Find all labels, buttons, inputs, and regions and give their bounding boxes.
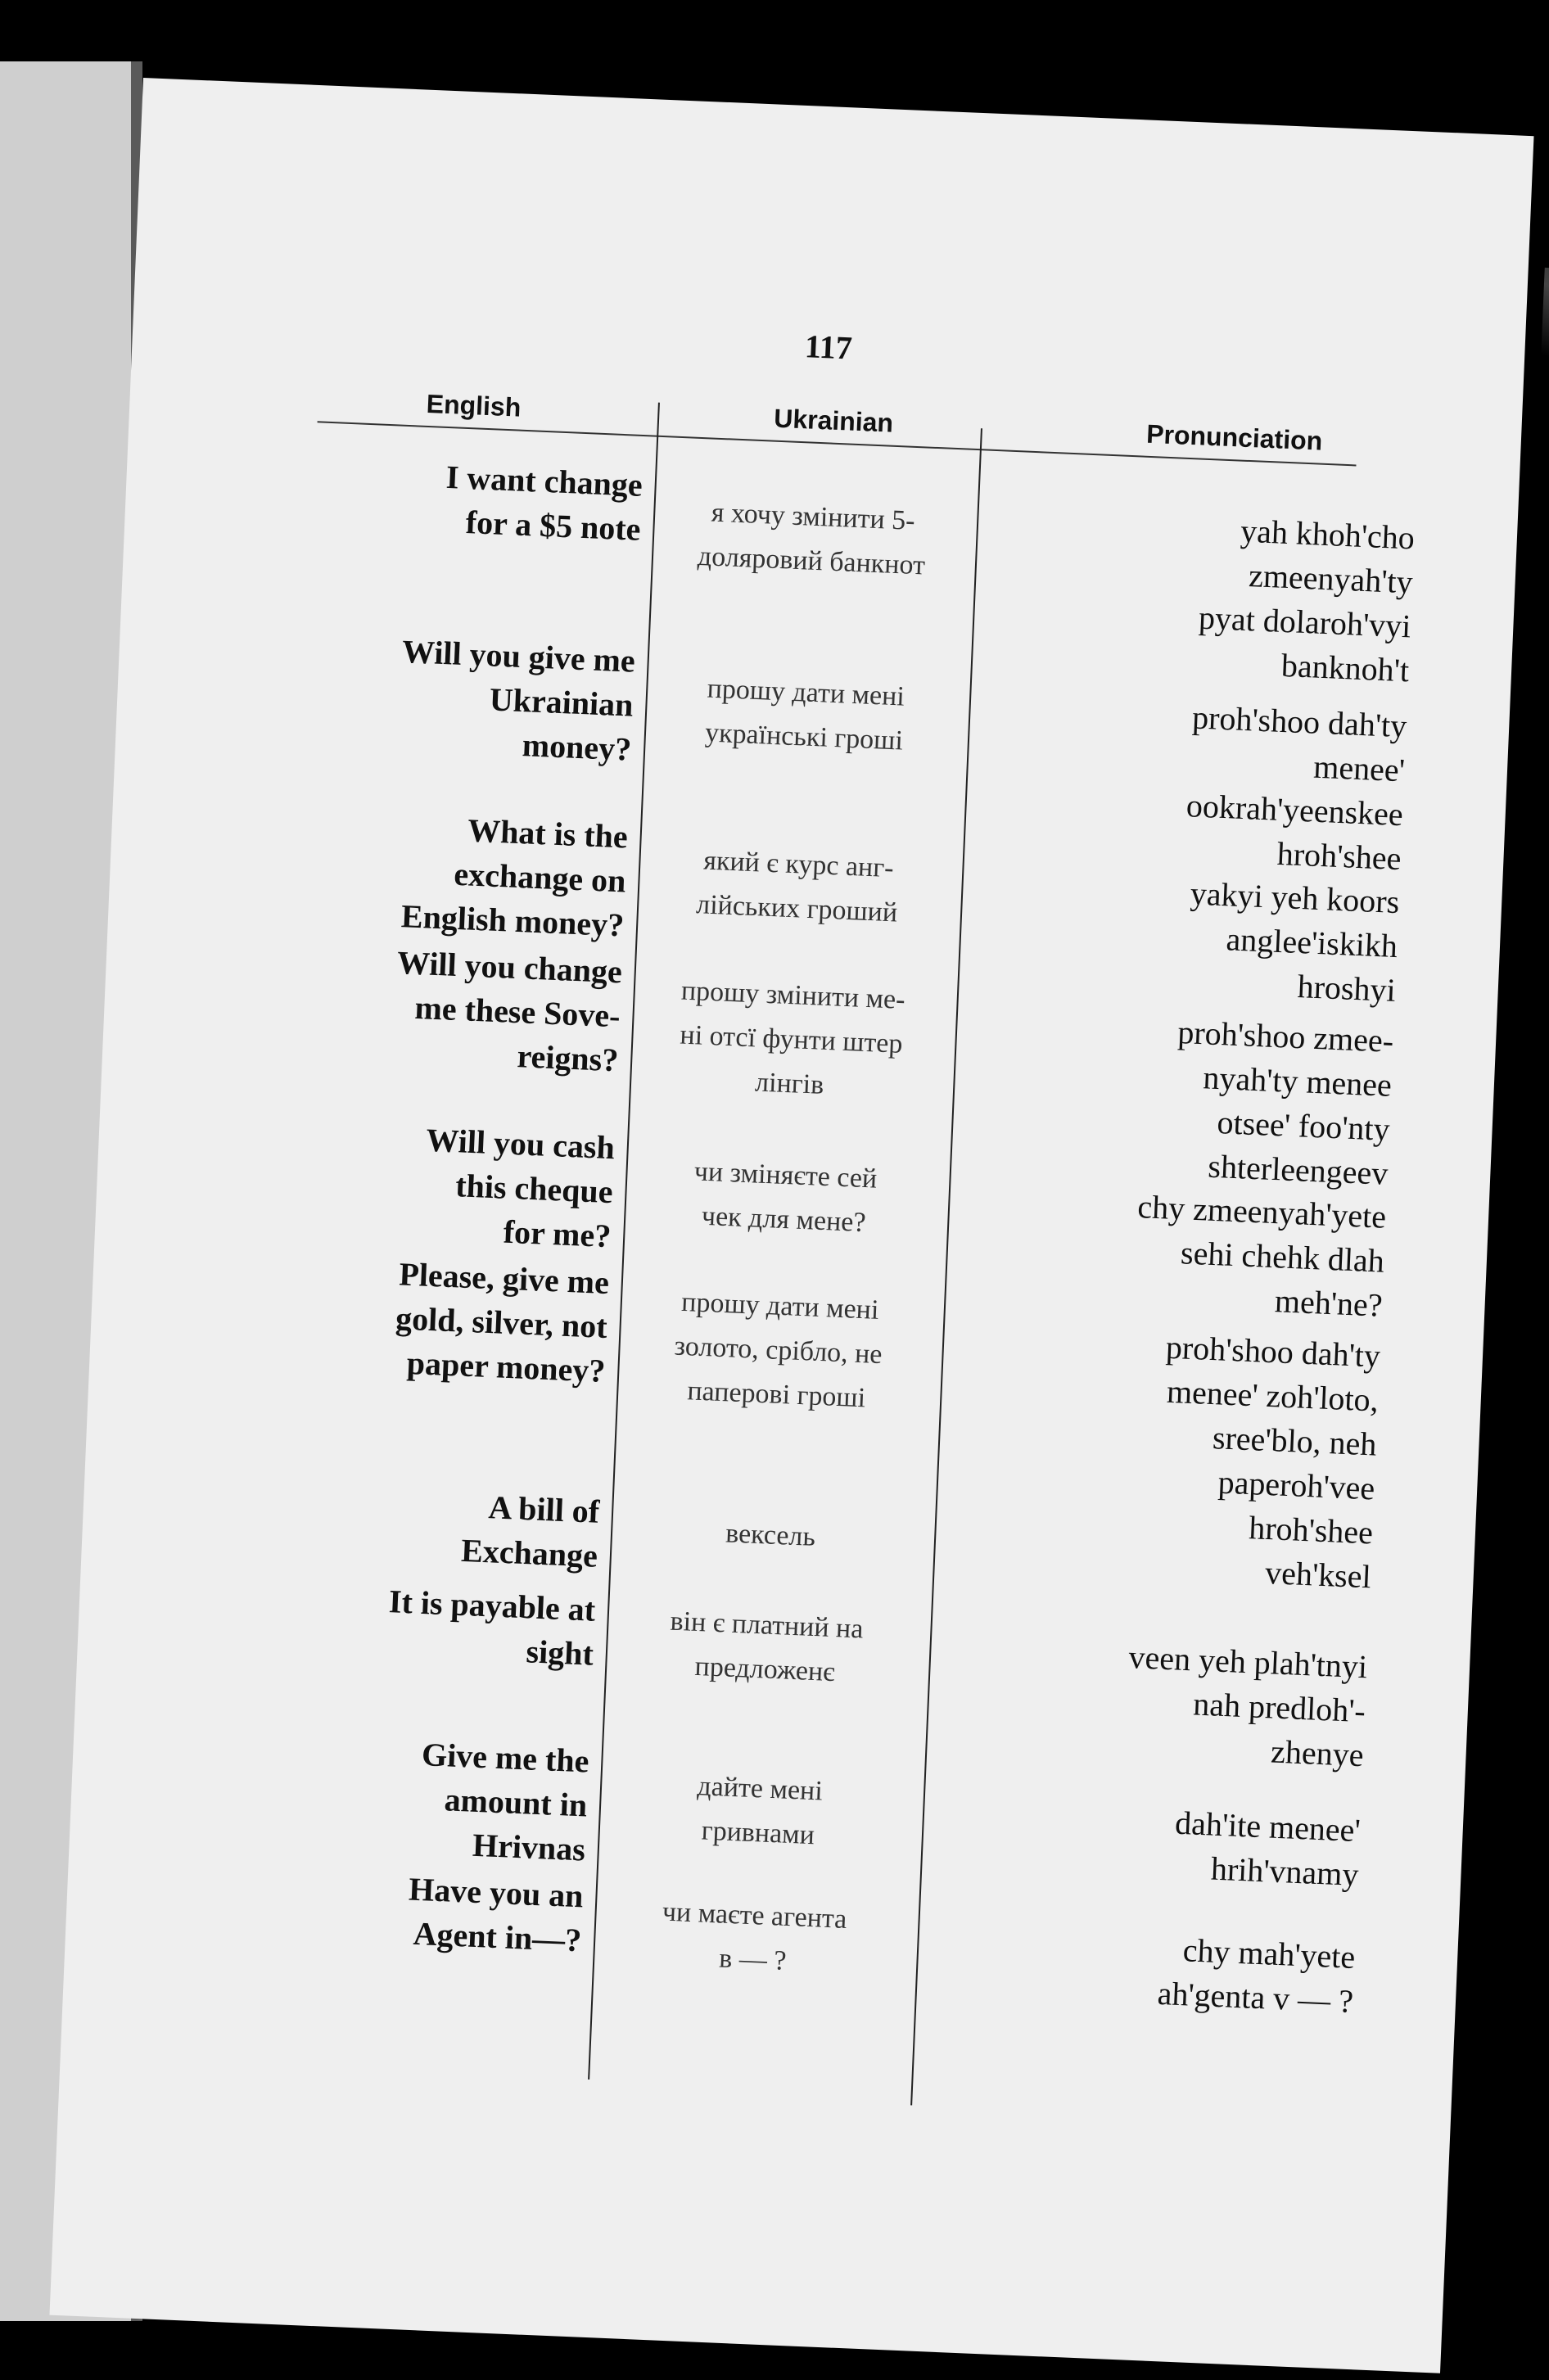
row-5-english: Will you cash this cheque for me? <box>425 1121 616 1255</box>
row-2-pronunciation: proh'shoo dah'ty menee' ookrah'yeenskee hroh'shee <box>1185 698 1408 878</box>
row-3-english: What is the exchange on English money? <box>400 811 629 944</box>
header-pronunciation: Pronunciation <box>1145 418 1323 456</box>
row-10-english: Have you an Agent in—? <box>408 1870 585 1959</box>
row-3-pronunciation: yakyi yeh koors anglee'iskikh hroshyi <box>1189 874 1401 1009</box>
row-4-english: Will you change me these Sove- reigns? <box>396 943 623 1079</box>
row-8-ukrainian: він є платний на предложенє <box>669 1605 865 1688</box>
header-ukrainian: Ukrainian <box>773 403 894 438</box>
row-4-ukrainian: прошу змінити ме- ні отсї фунти штер лінгів <box>679 975 906 1100</box>
row-9-english: Give me the amount in Hrivnas <box>421 1736 590 1868</box>
book-page <box>49 78 1533 2373</box>
row-3-ukrainian: який є курс анг- лійських гроший <box>695 845 898 928</box>
row-4-pronunciation: proh'shoo zmee- nyah'ty menee otsee' foo'nty shterleengeev <box>1176 1013 1395 1192</box>
row-10-ukrainian: чи маєте агента в — ? <box>662 1896 848 1976</box>
row-9-pronunciation: dah'ite menee' hrih'vnamy <box>1174 1804 1362 1894</box>
page-number: 117 <box>804 327 853 367</box>
row-6-ukrainian: прошу дати мені золото, срібло, не паперові гроші <box>673 1286 883 1414</box>
row-1-english: I want change for a $5 note <box>445 458 644 548</box>
row-8-english: It is payable at sight <box>388 1583 597 1673</box>
row-6-pronunciation: proh'shoo dah'ty menee' zoh'loto, sree'blo, neh paperoh'vee hroh'shee <box>1165 1328 1381 1551</box>
row-1-pronunciation: yah khoh'cho zmeenyah'ty pyat dolaroh'vyi banknoh't <box>1198 512 1416 689</box>
header-english: English <box>426 388 522 422</box>
row-2-english: Will you give me Ukrainian money? <box>401 632 636 768</box>
row-10-pronunciation: chy mah'yete ah'genta v — ? <box>1156 1931 1357 2020</box>
row-6-english: Please, give me gold, silver, not paper money? <box>395 1255 610 1389</box>
row-5-pronunciation: chy zmeenyah'yete sehi chehk dlah meh'ne? <box>1136 1188 1388 1324</box>
row-7-pronunciation: veh'ksel <box>1264 1554 1372 1596</box>
row-1-ukrainian: я хочу змінити 5- доляровий банкнот <box>697 497 926 581</box>
page-corner-damage <box>1538 268 1549 454</box>
row-7-ukrainian: вексель <box>725 1518 816 1552</box>
row-2-ukrainian: прошу дати мені українські гроші <box>704 673 905 756</box>
row-9-ukrainian: дайте мені гривнами <box>696 1771 824 1851</box>
row-7-english: A bill of Exchange <box>460 1488 601 1574</box>
row-5-ukrainian: чи зміняєте сей чек для мене? <box>693 1156 878 1239</box>
row-8-pronunciation: veen yeh plah'tnyi nah predloh'- zhenye <box>1127 1638 1368 1774</box>
